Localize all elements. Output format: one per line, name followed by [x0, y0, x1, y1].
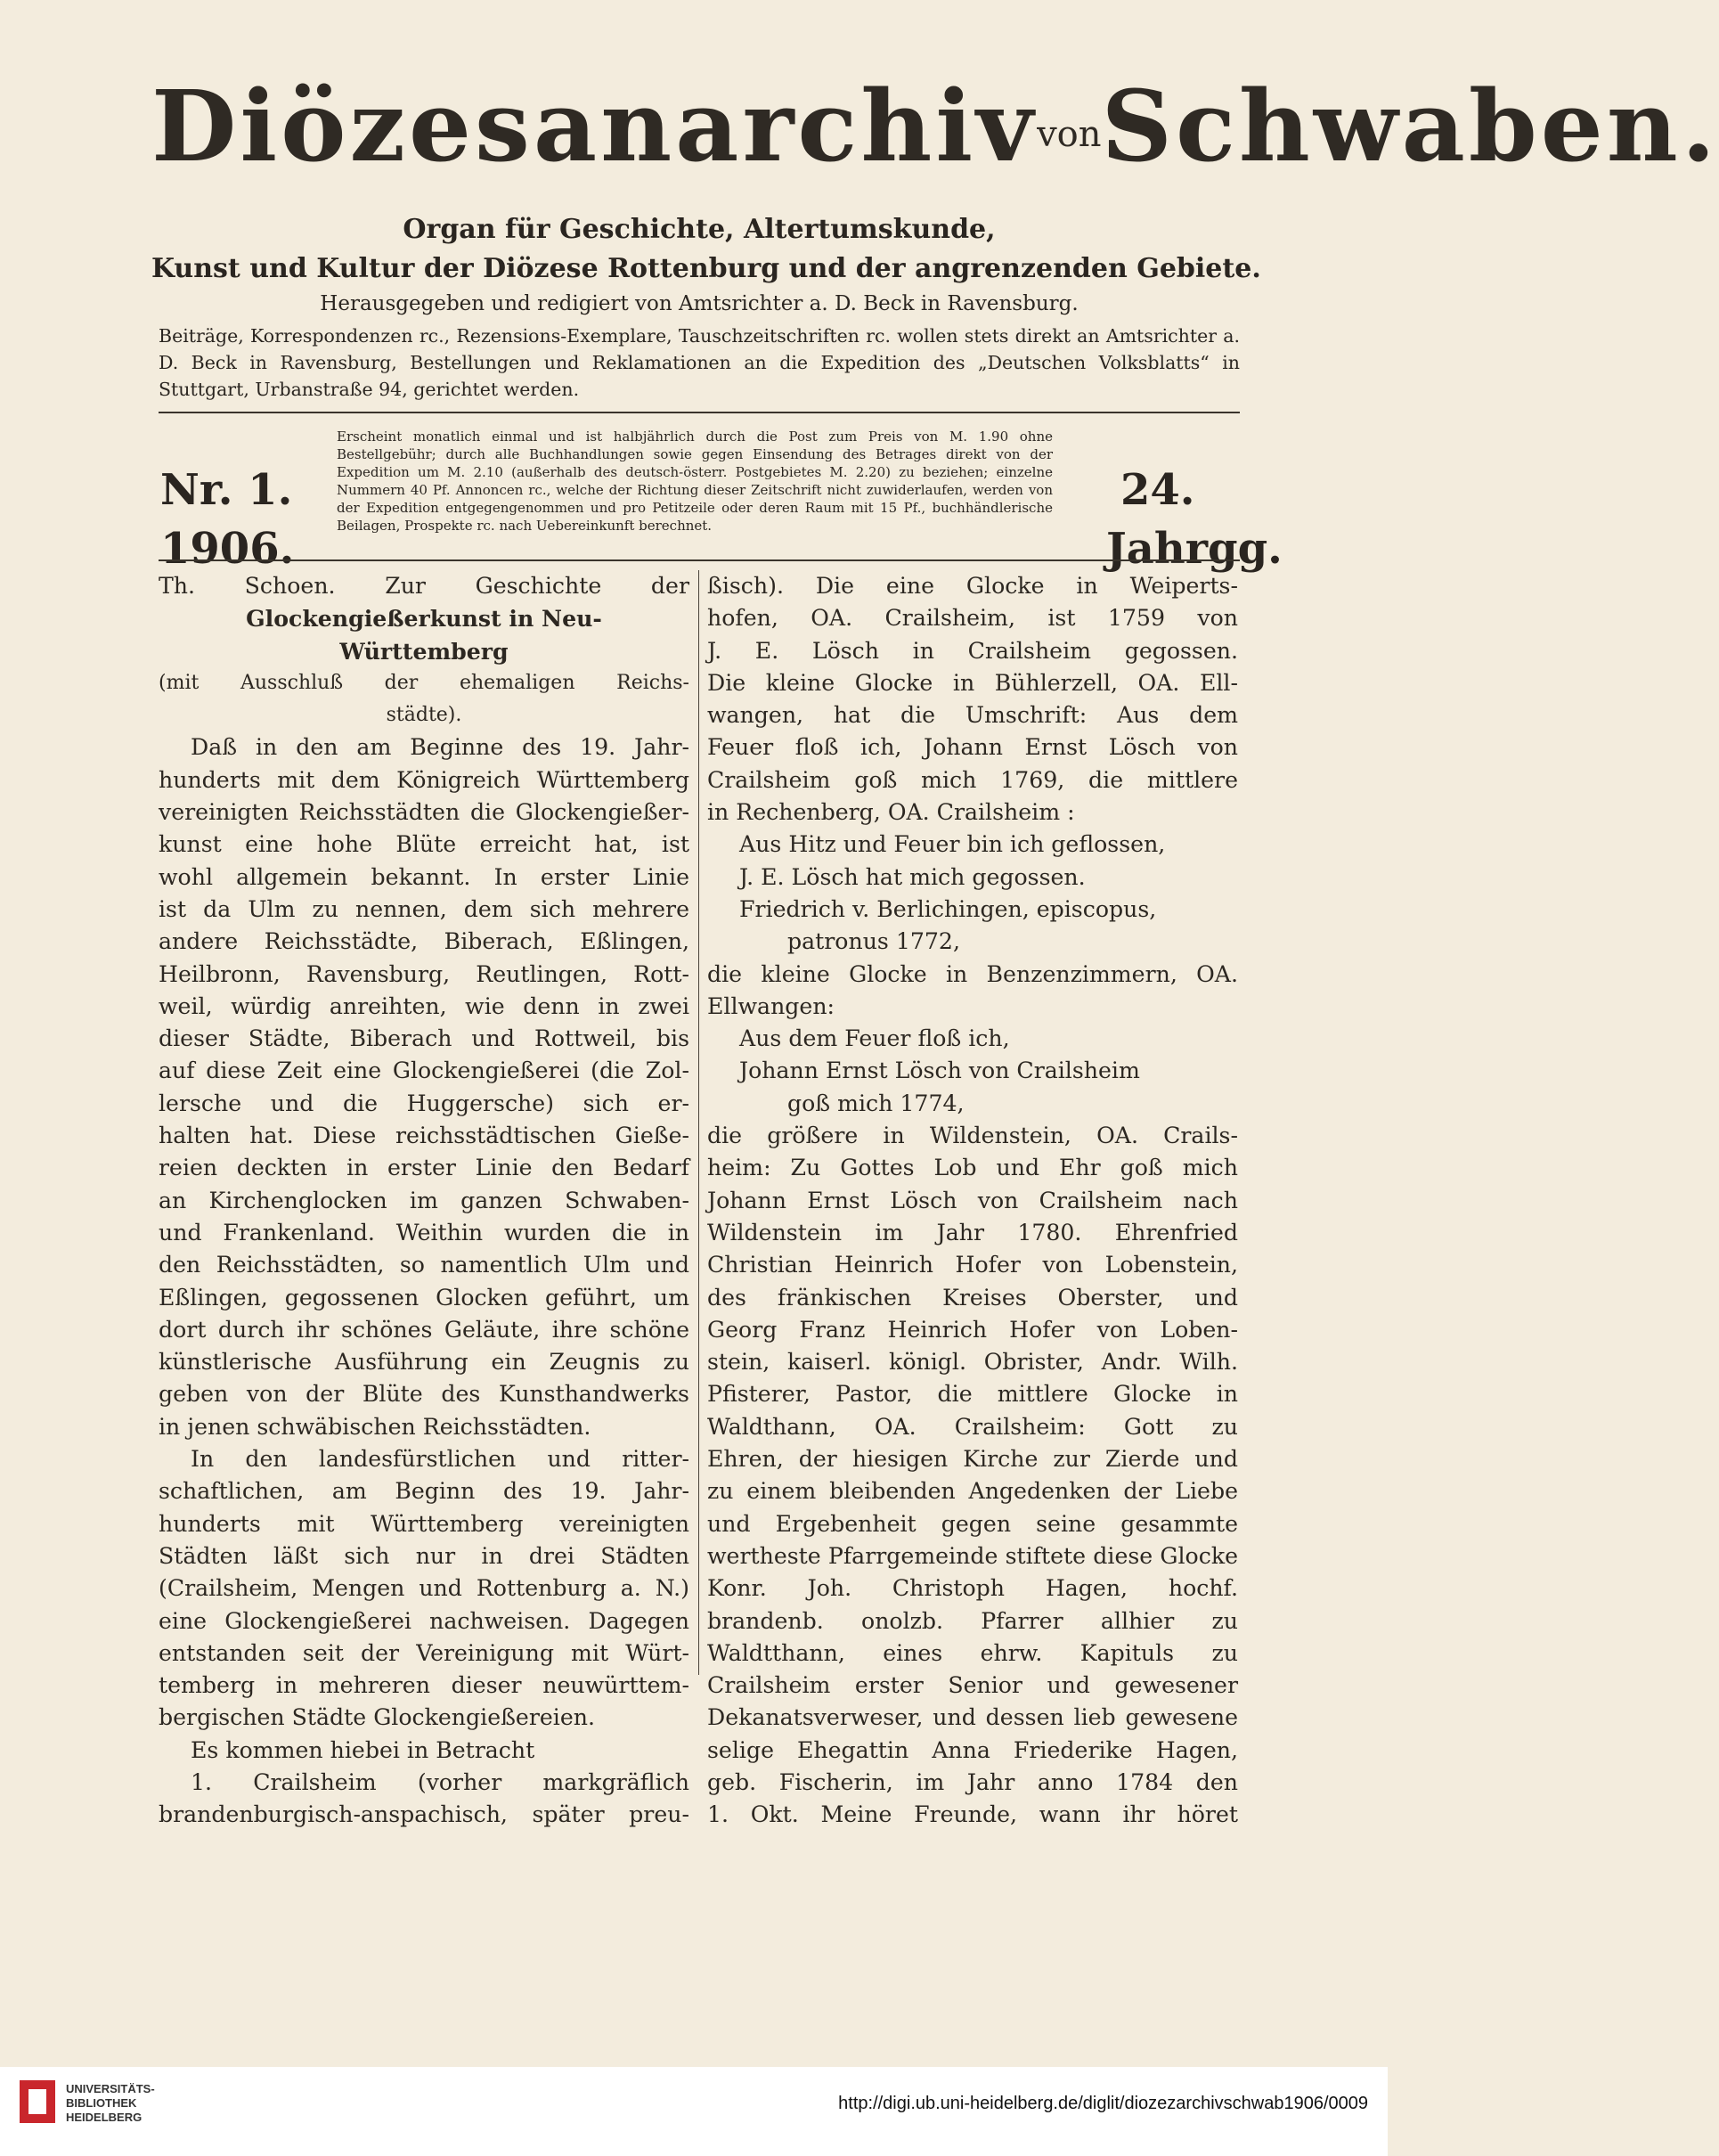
editor-line: Herausgegeben und redigiert von Amtsrichter a. D. Beck in Ravensburg.	[320, 292, 1079, 315]
left-line: (mit Ausschluß der ehemaligen Reichs-	[159, 671, 689, 694]
right-line: Konr. Joh. Christoph Hagen, hochf.	[707, 1575, 1238, 1602]
left-line: Städten läßt sich nur in drei Städten	[159, 1542, 689, 1569]
right-line: Waldthann, OA. Crailsheim: Gott zu	[707, 1413, 1238, 1440]
subtitle-line2: Kunst und Kultur der Diözese Rottenburg und der angrenzenden Gebiete.	[151, 253, 1261, 284]
right-line: goß mich 1774,	[787, 1090, 965, 1116]
left-line: Es kommen hiebei in Betracht	[191, 1736, 535, 1763]
left-line: künstlerische Ausführung ein Zeugnis zu	[159, 1349, 689, 1376]
left-line: Th. Schoen. Zur Geschichte der	[159, 573, 689, 599]
left-line: hunderts mit Württemberg vereinigten	[159, 1510, 689, 1537]
library-logo-icon	[20, 2080, 55, 2123]
right-line: wertheste Pfarrgemeinde stiftete diese Glocke	[707, 1542, 1238, 1569]
left-line: ist da Ulm zu nennen, dem sich mehrere	[159, 895, 689, 922]
library-name-line3: HEIDELBERG	[66, 2111, 143, 2124]
left-line: dieser Städte, Biberach und Rottweil, bis	[159, 1025, 689, 1052]
right-line: Johann Ernst Lösch von Crailsheim nach	[707, 1187, 1238, 1213]
right-line: 1. Okt. Meine Freunde, wann ihr höret	[707, 1801, 1238, 1828]
left-line: andere Reichsstädte, Biberach, Eßlingen,	[159, 928, 689, 955]
library-name-line2: BIBLIOTHEK	[66, 2096, 137, 2110]
right-line: stein, kaiserl. königl. Obrister, Andr. Wilh.	[707, 1349, 1238, 1376]
right-line: Dekanatsverweser, und dessen lieb gewesene	[707, 1704, 1238, 1731]
left-line: 1. Crailsheim (vorher markgräflich	[191, 1768, 689, 1795]
right-line: hofen, OA. Crailsheim, ist 1759 von	[707, 605, 1238, 632]
left-line: (Crailsheim, Mengen und Rottenburg a. N.)	[159, 1575, 689, 1602]
right-line: des fränkischen Kreises Oberster, und	[707, 1284, 1238, 1311]
left-column	[159, 570, 689, 1832]
submission-note: Beiträge, Korrespondenzen rc., Rezensions-Exemplare, Tauschzeitschriften rc. wollen stets direkt an Amtsrichter a. D. Beck in Ravensburg, Bestellungen und Reklamationen an die Expedition des „Deutschen Volksblatts“ in Stuttgart, Urbanstraße 94, gerichtet werden.	[159, 325, 1240, 400]
right-line: die kleine Glocke in Benzenzimmern, OA.	[707, 960, 1238, 987]
right-line: selige Ehegattin Anna Friederike Hagen,	[707, 1736, 1238, 1763]
left-line: den Reichsstädten, so namentlich Ulm und	[159, 1252, 689, 1278]
left-line: vereinigten Reichsstädten die Glockengießer-	[159, 799, 689, 826]
right-line: J. E. Lösch in Crailsheim gegossen.	[707, 637, 1238, 664]
volume-word: Jahrgg.	[1106, 524, 1283, 574]
right-line: und Ergebenheit gegen seine gesammte	[707, 1510, 1238, 1537]
right-line: Waldtthann, eines ehrw. Kapituls zu	[707, 1639, 1238, 1666]
left-line: Daß in den am Beginne des 19. Jahr-	[191, 734, 689, 761]
right-line: Aus dem Feuer floß ich,	[739, 1025, 1010, 1052]
column-divider	[698, 570, 699, 1675]
left-line: halten hat. Diese reichsstädtischen Gieße-	[159, 1123, 689, 1149]
masthead-title	[151, 37, 1719, 216]
subscription-info: Erscheint monatlich einmal und ist halbjährlich durch die Post zum Preis von M. 1.90 ohne Bestellgebühr; durch alle Buchhandlungen sowie gegen Einsendung des Betrages direkt von der Expedition um M. 2.10 (außerhalb des deutsch-österr. Postgebietes M. 2.20) zu beziehen; einzelne Nummern 40 Pf. Annoncen rc., welche der Richtung dieser Zeitschrift nicht zuwiderlaufen, werden von der Expedition entgegengenommen und pro Petitzeile oder deren Raum mit 15 Pf., buchhändlerische Beilagen, Prospekte rc. nach Uebereinkunft berechnet.	[337, 429, 1053, 534]
right-line: Georg Franz Heinrich Hofer von Loben-	[707, 1316, 1238, 1343]
subtitle-line1: Organ für Geschichte, Altertumskunde,	[403, 214, 996, 245]
right-line: brandenb. onolzb. Pfarrer allhier zu	[707, 1607, 1238, 1634]
left-line: geben von der Blüte des Kunsthandwerks	[159, 1381, 689, 1408]
right-line: zu einem bleibenden Angedenken der Liebe	[707, 1478, 1238, 1505]
source-url[interactable]: http://digi.ub.uni-heidelberg.de/diglit/diozezarchivschwab1906/0009	[838, 2094, 1368, 2113]
left-line: reien deckten in erster Linie den Bedarf	[159, 1155, 689, 1181]
right-line: Pfisterer, Pastor, die mittlere Glocke in	[707, 1381, 1238, 1408]
left-line: eine Glockengießerei nachweisen. Dagegen	[159, 1607, 689, 1634]
right-line: Crailsheim goß mich 1769, die mittlere	[707, 766, 1238, 793]
library-name	[66, 2082, 155, 2125]
right-line: Feuer floß ich, Johann Ernst Lösch von	[707, 734, 1238, 761]
right-line: Die kleine Glocke in Bühlerzell, OA. Ell-	[707, 669, 1238, 696]
volume-number: 24.	[1120, 465, 1195, 515]
right-line: Christian Heinrich Hofer von Lobenstein,	[707, 1252, 1238, 1278]
left-line: brandenburgisch-anspachisch, später preu-	[159, 1801, 689, 1828]
right-line: die größere in Wildenstein, OA. Crails-	[707, 1123, 1238, 1149]
right-line: Ehren, der hiesigen Kirche zur Zierde und	[707, 1446, 1238, 1473]
right-line: Ellwangen:	[707, 992, 835, 1019]
left-line: schaftlichen, am Beginn des 19. Jahr-	[159, 1478, 689, 1505]
rule-bottom	[159, 559, 1240, 561]
title-part1: Diözesanarchiv	[151, 69, 1038, 184]
right-column	[707, 570, 1238, 1832]
left-line: entstanden seit der Vereinigung mit Würt-	[159, 1639, 689, 1666]
left-line: und Frankenland. Weithin wurden die in	[159, 1219, 689, 1245]
left-line: in jenen schwäbischen Reichsstädten.	[159, 1413, 591, 1440]
left-line: bergischen Städte Glockengießereien.	[159, 1704, 595, 1731]
left-line: Glockengießerkunst in Neu-	[246, 605, 602, 633]
right-line: heim: Zu Gottes Lob und Ehr goß mich	[707, 1155, 1238, 1181]
left-line: wohl allgemein bekannt. In erster Linie	[159, 863, 689, 890]
issue-number: Nr. 1.	[160, 465, 293, 515]
right-line: Crailsheim erster Senior und gewesener	[707, 1672, 1238, 1699]
right-line: in Rechenberg, OA. Crailsheim :	[707, 799, 1075, 826]
right-line: wangen, hat die Umschrift: Aus dem	[707, 702, 1238, 729]
left-line: städte).	[386, 704, 462, 727]
left-line: auf diese Zeit eine Glockengießerei (die Zol-	[159, 1058, 689, 1084]
title-von: von	[1037, 114, 1102, 156]
left-line: dort durch ihr schönes Geläute, ihre schöne	[159, 1316, 689, 1343]
left-line: temberg in mehreren dieser neuwürttem-	[159, 1672, 689, 1699]
left-line: Eßlingen, gegossenen Glocken geführt, um	[159, 1284, 689, 1311]
right-line: patronus 1772,	[787, 928, 960, 955]
right-line: J. E. Lösch hat mich gegossen.	[739, 863, 1086, 890]
issue-year: 1906.	[160, 524, 295, 574]
right-line: Aus Hitz und Feuer bin ich geflossen,	[739, 831, 1166, 858]
right-line: geb. Fischerin, im Jahr anno 1784 den	[707, 1768, 1238, 1795]
rule-top	[159, 412, 1240, 413]
library-name-line1: UNIVERSITÄTS-	[66, 2082, 155, 2095]
left-line: kunst eine hohe Blüte erreicht hat, ist	[159, 831, 689, 858]
left-line: Württemberg	[339, 637, 509, 665]
right-line: Friedrich v. Berlichingen, episcopus,	[739, 895, 1157, 922]
right-line: Wildenstein im Jahr 1780. Ehrenfried	[707, 1219, 1238, 1245]
right-line: ßisch). Die eine Glocke in Weiperts-	[707, 573, 1238, 599]
right-line: Johann Ernst Lösch von Crailsheim	[739, 1058, 1140, 1084]
left-line: lersche und die Huggersche) sich er-	[159, 1090, 689, 1116]
left-line: Heilbronn, Ravensburg, Reutlingen, Rott-	[159, 960, 689, 987]
left-line: hunderts mit dem Königreich Württemberg	[159, 766, 689, 793]
left-line: an Kirchenglocken im ganzen Schwaben-	[159, 1187, 689, 1213]
left-line: In den landesfürstlichen und ritter-	[191, 1446, 689, 1473]
title-part2: Schwaben.	[1101, 69, 1719, 184]
left-line: weil, würdig anreihten, wie denn in zwei	[159, 992, 689, 1019]
